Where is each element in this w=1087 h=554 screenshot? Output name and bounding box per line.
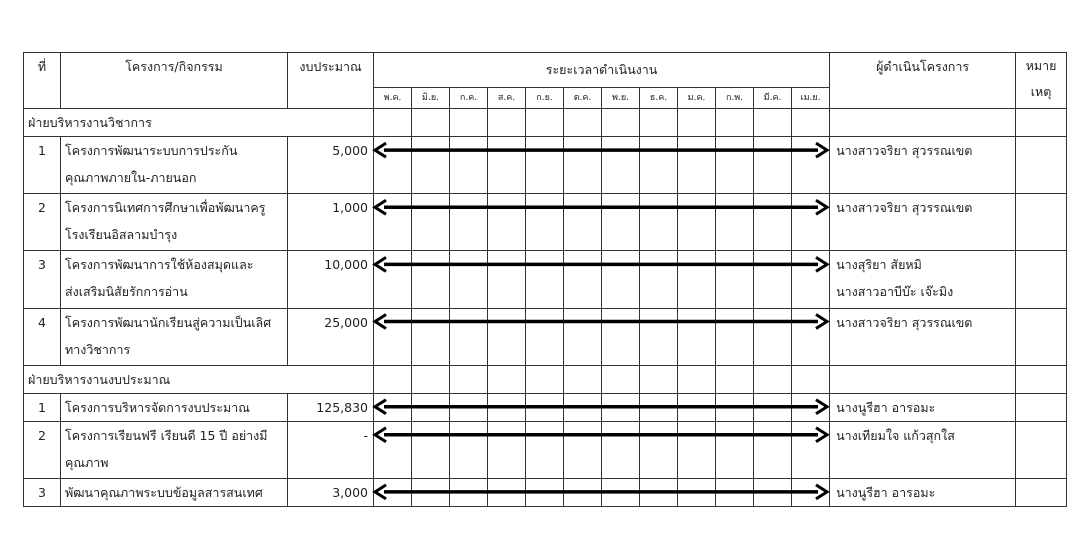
month-cell bbox=[374, 421, 412, 478]
month-cell bbox=[716, 137, 754, 194]
month-header: ม.ค. bbox=[678, 88, 716, 109]
project-name-line-1: โครงการนิเทศการศึกษาเพื่อพัฒนาครู bbox=[65, 200, 266, 216]
owner-line-1: นางสุริยา สัยหมิ bbox=[836, 257, 922, 273]
month-cell bbox=[374, 393, 412, 421]
remark-cell bbox=[1016, 109, 1067, 137]
project-name bbox=[61, 137, 288, 194]
month-cell bbox=[412, 194, 450, 251]
month-cell bbox=[450, 194, 488, 251]
project-owner bbox=[830, 393, 1016, 421]
month-cell bbox=[412, 137, 450, 194]
month-cell bbox=[792, 421, 830, 478]
month-cell bbox=[488, 421, 526, 478]
month-cell bbox=[488, 194, 526, 251]
month-cell bbox=[564, 365, 602, 393]
month-header: ธ.ค. bbox=[640, 88, 678, 109]
project-owner bbox=[830, 251, 1016, 308]
month-cell bbox=[412, 421, 450, 478]
month-cell bbox=[564, 421, 602, 478]
month-cell bbox=[488, 478, 526, 506]
month-cell bbox=[450, 478, 488, 506]
project-name-line-1: โครงการพัฒนานักเรียนสู่ความเป็นเลิศ bbox=[65, 314, 272, 330]
month-cell bbox=[754, 421, 792, 478]
month-cell bbox=[754, 478, 792, 506]
month-cell bbox=[716, 365, 754, 393]
month-cell bbox=[678, 251, 716, 308]
header-budget: งบประมาณ bbox=[288, 53, 374, 109]
month-cell bbox=[488, 393, 526, 421]
month-cell bbox=[602, 421, 640, 478]
month-cell bbox=[602, 109, 640, 137]
project-row bbox=[24, 251, 1067, 308]
project-row bbox=[24, 194, 1067, 251]
project-name-line-1: พัฒนาคุณภาพระบบข้อมูลสารสนเทศ bbox=[65, 484, 263, 500]
month-cell bbox=[792, 478, 830, 506]
month-cell bbox=[450, 421, 488, 478]
section-title: ฝ่ายบริหารงานวิชาการ bbox=[24, 109, 374, 137]
month-cell bbox=[450, 109, 488, 137]
project-name-line-1: โครงการบริหารจัดการงบประมาณ bbox=[65, 399, 250, 415]
owner-line-1: นางเทียมใจ แก้วสุกใส bbox=[836, 427, 955, 443]
month-cell bbox=[526, 251, 564, 308]
header-remark bbox=[1016, 53, 1067, 109]
project-owner bbox=[830, 308, 1016, 365]
project-owner bbox=[830, 137, 1016, 194]
project-name-line-2: คุณภาพ bbox=[65, 454, 109, 470]
project-owner bbox=[830, 194, 1016, 251]
project-plan-table bbox=[23, 52, 1067, 507]
month-cell bbox=[564, 478, 602, 506]
project-name-line-1: โครงการพัฒนาระบบการประกัน bbox=[65, 143, 238, 159]
month-cell bbox=[602, 251, 640, 308]
month-cell bbox=[678, 421, 716, 478]
project-owner bbox=[830, 421, 1016, 478]
header-remark-line-2: เหตุ bbox=[1030, 84, 1052, 99]
owner-line-1: นางสาวจริยา สุวรรณเขต bbox=[836, 200, 973, 216]
month-cell bbox=[640, 137, 678, 194]
project-row bbox=[24, 478, 1067, 506]
month-cell bbox=[792, 137, 830, 194]
budget-value: 25,000 bbox=[288, 308, 374, 365]
month-cell bbox=[412, 478, 450, 506]
month-cell bbox=[602, 194, 640, 251]
month-cell bbox=[754, 393, 792, 421]
month-cell bbox=[640, 365, 678, 393]
month-cell bbox=[754, 308, 792, 365]
section-row bbox=[24, 365, 1067, 393]
month-cell bbox=[374, 137, 412, 194]
remark-cell bbox=[1016, 194, 1067, 251]
month-cell bbox=[754, 365, 792, 393]
month-cell bbox=[792, 365, 830, 393]
month-cell bbox=[792, 251, 830, 308]
remark-cell bbox=[1016, 393, 1067, 421]
month-cell bbox=[678, 308, 716, 365]
project-row bbox=[24, 421, 1067, 478]
owner-line-1: นางนูรีฮา อารอมะ bbox=[836, 484, 936, 500]
month-header: พ.ค. bbox=[374, 88, 412, 109]
month-cell bbox=[450, 365, 488, 393]
month-cell bbox=[792, 308, 830, 365]
month-cell bbox=[754, 137, 792, 194]
header-row-1 bbox=[24, 53, 1067, 88]
month-cell bbox=[374, 109, 412, 137]
project-row bbox=[24, 137, 1067, 194]
section-row bbox=[24, 109, 1067, 137]
month-cell bbox=[526, 109, 564, 137]
month-cell bbox=[412, 251, 450, 308]
row-number: 4 bbox=[24, 308, 61, 365]
row-number: 2 bbox=[24, 194, 61, 251]
month-cell bbox=[564, 194, 602, 251]
month-cell bbox=[602, 365, 640, 393]
month-cell bbox=[564, 109, 602, 137]
month-header: ก.ค. bbox=[450, 88, 488, 109]
project-name-line-1: โครงการเรียนฟรี เรียนดี 15 ปี อย่างมี bbox=[65, 427, 268, 443]
project-name bbox=[61, 194, 288, 251]
project-name bbox=[61, 251, 288, 308]
budget-value: 1,000 bbox=[288, 194, 374, 251]
row-number: 3 bbox=[24, 251, 61, 308]
month-cell bbox=[374, 194, 412, 251]
month-cell bbox=[488, 109, 526, 137]
month-cell bbox=[716, 194, 754, 251]
month-cell bbox=[488, 251, 526, 308]
project-name-line-1: โครงการพัฒนาการใช้ห้องสมุดและ bbox=[65, 257, 254, 273]
month-cell bbox=[450, 308, 488, 365]
month-cell bbox=[640, 478, 678, 506]
month-cell bbox=[640, 308, 678, 365]
month-cell bbox=[678, 393, 716, 421]
month-cell bbox=[564, 308, 602, 365]
month-cell bbox=[526, 478, 564, 506]
month-cell bbox=[526, 393, 564, 421]
header-no: ที่ bbox=[24, 53, 61, 109]
month-cell bbox=[488, 308, 526, 365]
month-cell bbox=[450, 393, 488, 421]
month-cell bbox=[374, 251, 412, 308]
month-header: เม.ย. bbox=[792, 88, 830, 109]
project-name bbox=[61, 393, 288, 421]
month-cell bbox=[450, 251, 488, 308]
month-cell bbox=[412, 393, 450, 421]
header-period: ระยะเวลาดำเนินงาน bbox=[374, 53, 830, 88]
month-cell bbox=[564, 137, 602, 194]
month-cell bbox=[412, 365, 450, 393]
header-owner: ผู้ดำเนินโครงการ bbox=[830, 53, 1016, 109]
month-cell bbox=[564, 251, 602, 308]
project-name bbox=[61, 308, 288, 365]
month-cell bbox=[488, 137, 526, 194]
row-number: 1 bbox=[24, 137, 61, 194]
month-cell bbox=[450, 137, 488, 194]
month-header: พ.ย. bbox=[602, 88, 640, 109]
month-cell bbox=[374, 308, 412, 365]
remark-cell bbox=[1016, 251, 1067, 308]
month-cell bbox=[526, 308, 564, 365]
row-number: 2 bbox=[24, 421, 61, 478]
month-cell bbox=[488, 365, 526, 393]
month-header: ต.ค. bbox=[564, 88, 602, 109]
month-cell bbox=[640, 109, 678, 137]
month-header: ส.ค. bbox=[488, 88, 526, 109]
budget-value: 3,000 bbox=[288, 478, 374, 506]
month-cell bbox=[412, 109, 450, 137]
month-cell bbox=[640, 393, 678, 421]
month-cell bbox=[526, 194, 564, 251]
owner-line-2: นางสาวอาบีบ๊ะ เจ๊ะมิง bbox=[836, 284, 954, 300]
month-cell bbox=[678, 194, 716, 251]
month-header: ก.พ. bbox=[716, 88, 754, 109]
month-cell bbox=[792, 393, 830, 421]
month-cell bbox=[640, 194, 678, 251]
month-cell bbox=[678, 109, 716, 137]
month-header: มี.ค. bbox=[754, 88, 792, 109]
budget-value: - bbox=[288, 421, 374, 478]
section-title: ฝ่ายบริหารงานงบประมาณ bbox=[24, 365, 374, 393]
month-cell bbox=[754, 109, 792, 137]
remark-cell bbox=[1016, 478, 1067, 506]
month-cell bbox=[526, 137, 564, 194]
month-cell bbox=[678, 365, 716, 393]
budget-value: 125,830 bbox=[288, 393, 374, 421]
remark-cell bbox=[1016, 308, 1067, 365]
month-cell bbox=[412, 308, 450, 365]
month-cell bbox=[754, 251, 792, 308]
header-project-name: โครงการ/กิจกรรม bbox=[61, 53, 288, 109]
month-cell bbox=[640, 421, 678, 478]
project-owner bbox=[830, 478, 1016, 506]
month-cell bbox=[602, 308, 640, 365]
owner-cell bbox=[830, 365, 1016, 393]
remark-cell bbox=[1016, 421, 1067, 478]
project-name-line-2: คุณภาพภายใน-ภายนอก bbox=[65, 170, 197, 186]
month-cell bbox=[602, 478, 640, 506]
month-cell bbox=[374, 365, 412, 393]
month-cell bbox=[716, 308, 754, 365]
month-cell bbox=[716, 393, 754, 421]
month-cell bbox=[716, 421, 754, 478]
month-cell bbox=[678, 137, 716, 194]
month-cell bbox=[792, 109, 830, 137]
month-cell bbox=[678, 478, 716, 506]
project-name-line-2: โรงเรียนอิสลามบำรุง bbox=[65, 227, 178, 243]
remark-cell bbox=[1016, 137, 1067, 194]
month-cell bbox=[374, 478, 412, 506]
row-number: 1 bbox=[24, 393, 61, 421]
budget-value: 5,000 bbox=[288, 137, 374, 194]
project-name-line-2: ทางวิชาการ bbox=[65, 341, 131, 357]
project-row bbox=[24, 393, 1067, 421]
month-cell bbox=[526, 365, 564, 393]
project-name bbox=[61, 478, 288, 506]
month-cell bbox=[640, 251, 678, 308]
remark-cell bbox=[1016, 365, 1067, 393]
budget-value: 10,000 bbox=[288, 251, 374, 308]
project-row bbox=[24, 308, 1067, 365]
month-cell bbox=[564, 393, 602, 421]
owner-line-1: นางสาวจริยา สุวรรณเขต bbox=[836, 314, 973, 330]
month-header: ก.ย. bbox=[526, 88, 564, 109]
row-number: 3 bbox=[24, 478, 61, 506]
month-cell bbox=[526, 421, 564, 478]
month-cell bbox=[602, 393, 640, 421]
owner-cell bbox=[830, 109, 1016, 137]
header-remark-line-1: หมาย bbox=[1025, 58, 1057, 73]
month-cell bbox=[602, 137, 640, 194]
month-cell bbox=[792, 194, 830, 251]
owner-line-1: นางนูรีฮา อารอมะ bbox=[836, 399, 936, 415]
owner-line-1: นางสาวจริยา สุวรรณเขต bbox=[836, 143, 973, 159]
month-header: มิ.ย. bbox=[412, 88, 450, 109]
month-cell bbox=[716, 251, 754, 308]
month-cell bbox=[716, 478, 754, 506]
project-name-line-2: ส่งเสริมนิสัยรักการอ่าน bbox=[65, 284, 188, 300]
month-cell bbox=[716, 109, 754, 137]
project-name bbox=[61, 421, 288, 478]
month-cell bbox=[754, 194, 792, 251]
